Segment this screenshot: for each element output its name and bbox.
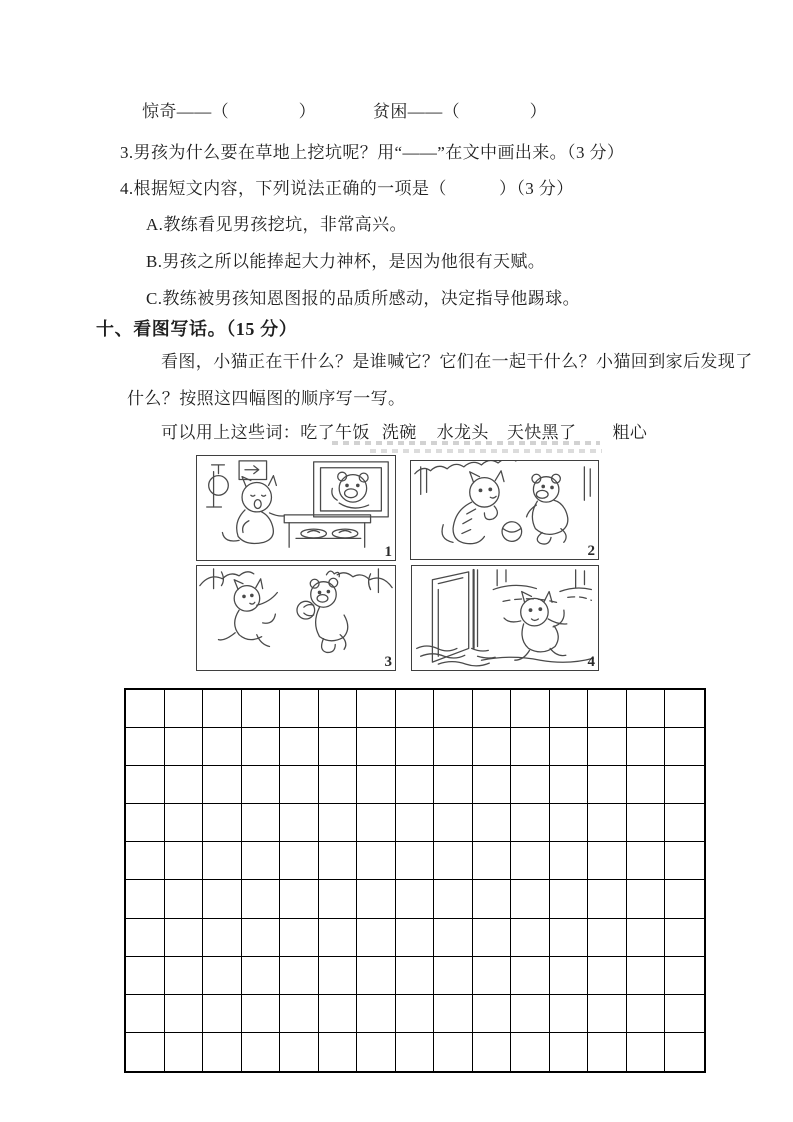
- grid-cell: [165, 842, 204, 880]
- grid-cell: [511, 766, 550, 804]
- grid-cell: [242, 957, 281, 995]
- grid-cell: [319, 957, 358, 995]
- grid-cell: [550, 880, 589, 918]
- grid-cell: [280, 957, 319, 995]
- grid-cell: [588, 880, 627, 918]
- grid-cell: [203, 804, 242, 842]
- grid-cell: [627, 728, 666, 766]
- grid-cell: [319, 995, 358, 1033]
- section-title: 十、看图写话。（15 分）: [96, 319, 298, 339]
- grid-cell: [627, 804, 666, 842]
- grid-cell: [319, 766, 358, 804]
- grid-cell: [242, 842, 281, 880]
- grid-cell: [242, 1033, 281, 1071]
- grid-cell: [396, 766, 435, 804]
- grid-cell: [396, 919, 435, 957]
- grid-cell: [588, 1033, 627, 1071]
- grid-cell: [242, 728, 281, 766]
- grid-cell: [280, 842, 319, 880]
- grid-cell: [550, 995, 589, 1033]
- grid-cell: [396, 690, 435, 728]
- grid-cell: [203, 995, 242, 1033]
- comic-panel-3: [196, 565, 396, 671]
- grid-cell: [588, 957, 627, 995]
- grid-cell: [126, 1033, 165, 1071]
- grid-cell: [357, 804, 396, 842]
- grid-cell: [511, 804, 550, 842]
- grid-cell: [665, 728, 704, 766]
- grid-cell: [396, 1033, 435, 1071]
- grid-cell: [319, 842, 358, 880]
- grid-cell: [588, 766, 627, 804]
- grid-cell: [396, 728, 435, 766]
- grid-cell: [357, 880, 396, 918]
- grid-cell: [511, 1033, 550, 1071]
- hint-words: [300, 423, 647, 443]
- grid-cell: [126, 690, 165, 728]
- grid-cell: [511, 728, 550, 766]
- hint-word: 粗心: [612, 423, 648, 442]
- panel-number: 1: [384, 544, 392, 560]
- prompt-line-2: 什么？按照这四幅图的顺序写一写。: [127, 389, 406, 408]
- grid-cell: [550, 1033, 589, 1071]
- grid-cell: [280, 690, 319, 728]
- grid-cell: [550, 690, 589, 728]
- grid-cell: [396, 842, 435, 880]
- grid-cell: [627, 995, 666, 1033]
- grid-cell: [665, 766, 704, 804]
- hint-word: 洗碗: [381, 423, 417, 442]
- question-4: 4.根据短文内容，下列说法正确的一项是（ ）（3 分）: [120, 179, 574, 198]
- grid-cell: [665, 842, 704, 880]
- question-3: 3.男孩为什么要在草地上挖坑呢？用“——”在文中画出来。（3 分）: [120, 143, 625, 162]
- grid-cell: [203, 1033, 242, 1071]
- grid-cell: [203, 919, 242, 957]
- grid-cell: [434, 919, 473, 957]
- grid-cell: [550, 842, 589, 880]
- grid-cell: [434, 690, 473, 728]
- grid-cell: [319, 728, 358, 766]
- grid-cell: [550, 766, 589, 804]
- scan-artifact: [370, 449, 602, 453]
- grid-cell: [165, 690, 204, 728]
- grid-cell: [511, 957, 550, 995]
- panel-number: 2: [587, 543, 595, 559]
- grid-cell: [242, 766, 281, 804]
- grid-cell: [357, 1033, 396, 1071]
- grid-cell: [242, 995, 281, 1033]
- grid-cell: [473, 1033, 512, 1071]
- grid-cell: [511, 995, 550, 1033]
- grid-cell: [357, 842, 396, 880]
- writing-grid: [124, 688, 706, 1073]
- grid-cell: [511, 880, 550, 918]
- grid-cell: [627, 957, 666, 995]
- grid-cell: [280, 919, 319, 957]
- grid-cell: [242, 804, 281, 842]
- option-a: A.教练看见男孩挖坑，非常高兴。: [146, 215, 407, 234]
- grid-cell: [434, 880, 473, 918]
- grid-cell: [165, 1033, 204, 1071]
- grid-cell: [203, 842, 242, 880]
- grid-cell: [126, 995, 165, 1033]
- comic-panel-4: [411, 565, 599, 671]
- grid-cell: [165, 766, 204, 804]
- panel-1-cat-washing-dishes-illustration: [197, 456, 395, 560]
- grid-cell: [434, 995, 473, 1033]
- panel-2-cat-bear-playing-ball-illustration: [411, 461, 598, 559]
- grid-cell: [665, 804, 704, 842]
- grid-cell: [434, 957, 473, 995]
- grid-cell: [280, 728, 319, 766]
- grid-cell: [473, 880, 512, 918]
- grid-cell: [473, 995, 512, 1033]
- grid-cell: [473, 804, 512, 842]
- hint-word: 吃了午饭: [300, 423, 370, 442]
- panel-number: 3: [384, 654, 392, 670]
- grid-cell: [280, 1033, 319, 1071]
- grid-cell: [665, 880, 704, 918]
- grid-cell: [627, 842, 666, 880]
- hint-word: 水龙头: [436, 423, 489, 442]
- grid-cell: [280, 995, 319, 1033]
- grid-cell: [550, 728, 589, 766]
- prompt-line-1: 看图，小猫正在干什么？是谁喊它？它们在一起干什么？小猫回到家后发现了: [161, 352, 753, 371]
- grid-cell: [434, 728, 473, 766]
- grid-cell: [357, 995, 396, 1033]
- grid-cell: [627, 766, 666, 804]
- grid-cell: [588, 995, 627, 1033]
- grid-cell: [280, 880, 319, 918]
- grid-cell: [588, 690, 627, 728]
- grid-cell: [665, 690, 704, 728]
- grid-cell: [357, 919, 396, 957]
- grid-cell: [550, 919, 589, 957]
- grid-cell: [473, 919, 512, 957]
- grid-cell: [319, 880, 358, 918]
- grid-cell: [126, 804, 165, 842]
- hint-line: [161, 423, 647, 443]
- grid-cell: [588, 842, 627, 880]
- panel-number: 4: [587, 654, 595, 670]
- grid-cell: [473, 957, 512, 995]
- grid-cell: [396, 957, 435, 995]
- grid-cell: [665, 957, 704, 995]
- grid-cell: [203, 957, 242, 995]
- grid-cell: [665, 1033, 704, 1071]
- grid-cell: [126, 957, 165, 995]
- grid-cell: [126, 728, 165, 766]
- grid-cell: [165, 995, 204, 1033]
- grid-cell: [242, 880, 281, 918]
- panel-4-cat-flooded-home-illustration: [412, 566, 598, 670]
- grid-cell: [473, 766, 512, 804]
- grid-cell: [473, 690, 512, 728]
- grid-cell: [627, 690, 666, 728]
- grid-cell: [588, 728, 627, 766]
- grid-cell: [319, 804, 358, 842]
- grid-cell: [550, 804, 589, 842]
- grid-cell: [165, 728, 204, 766]
- grid-cell: [203, 766, 242, 804]
- hint-word: 天快黑了: [506, 423, 577, 442]
- panel-3-cat-bear-walking-illustration: [197, 566, 395, 670]
- scan-artifact: [332, 441, 600, 445]
- grid-cell: [665, 919, 704, 957]
- grid-cell: [396, 880, 435, 918]
- grid-cell: [550, 957, 589, 995]
- grid-cell: [319, 919, 358, 957]
- grid-cell: [434, 766, 473, 804]
- grid-cell: [665, 995, 704, 1033]
- synonym-right: 贫困——（ ）: [373, 102, 547, 121]
- grid-cell: [165, 804, 204, 842]
- grid-cell: [165, 957, 204, 995]
- grid-cell: [357, 728, 396, 766]
- grid-cell: [511, 919, 550, 957]
- grid-cell: [473, 728, 512, 766]
- grid-cell: [588, 919, 627, 957]
- grid-cell: [203, 880, 242, 918]
- grid-cell: [511, 690, 550, 728]
- grid-cell: [588, 804, 627, 842]
- grid-cell: [434, 1033, 473, 1071]
- grid-cell: [473, 842, 512, 880]
- grid-cell: [126, 842, 165, 880]
- grid-cell: [165, 919, 204, 957]
- grid-cell: [434, 804, 473, 842]
- grid-cell: [165, 880, 204, 918]
- grid-cell: [126, 880, 165, 918]
- grid-cell: [126, 766, 165, 804]
- grid-cell: [280, 766, 319, 804]
- grid-cell: [126, 919, 165, 957]
- grid-cell: [627, 880, 666, 918]
- grid-cell: [203, 690, 242, 728]
- option-b: B.男孩之所以能捧起大力神杯，是因为他很有天赋。: [146, 252, 546, 271]
- grid-cell: [242, 690, 281, 728]
- comic-panel-1: [196, 455, 396, 561]
- grid-cell: [319, 690, 358, 728]
- grid-cell: [280, 804, 319, 842]
- grid-cell: [357, 957, 396, 995]
- grid-cell: [357, 766, 396, 804]
- grid-cell: [627, 919, 666, 957]
- comic-panel-2: [410, 460, 599, 560]
- grid-cell: [203, 728, 242, 766]
- grid-cell: [627, 1033, 666, 1071]
- grid-cell: [242, 919, 281, 957]
- grid-cell: [396, 995, 435, 1033]
- grid-cell: [434, 842, 473, 880]
- grid-cell: [396, 804, 435, 842]
- grid-cell: [357, 690, 396, 728]
- grid-cell: [319, 1033, 358, 1071]
- synonym-left: 惊奇——（ ）: [142, 102, 316, 121]
- hint-label: 可以用上这些词：: [161, 423, 301, 442]
- option-c: C.教练被男孩知恩图报的品质所感动，决定指导他踢球。: [146, 289, 580, 308]
- grid-cell: [511, 842, 550, 880]
